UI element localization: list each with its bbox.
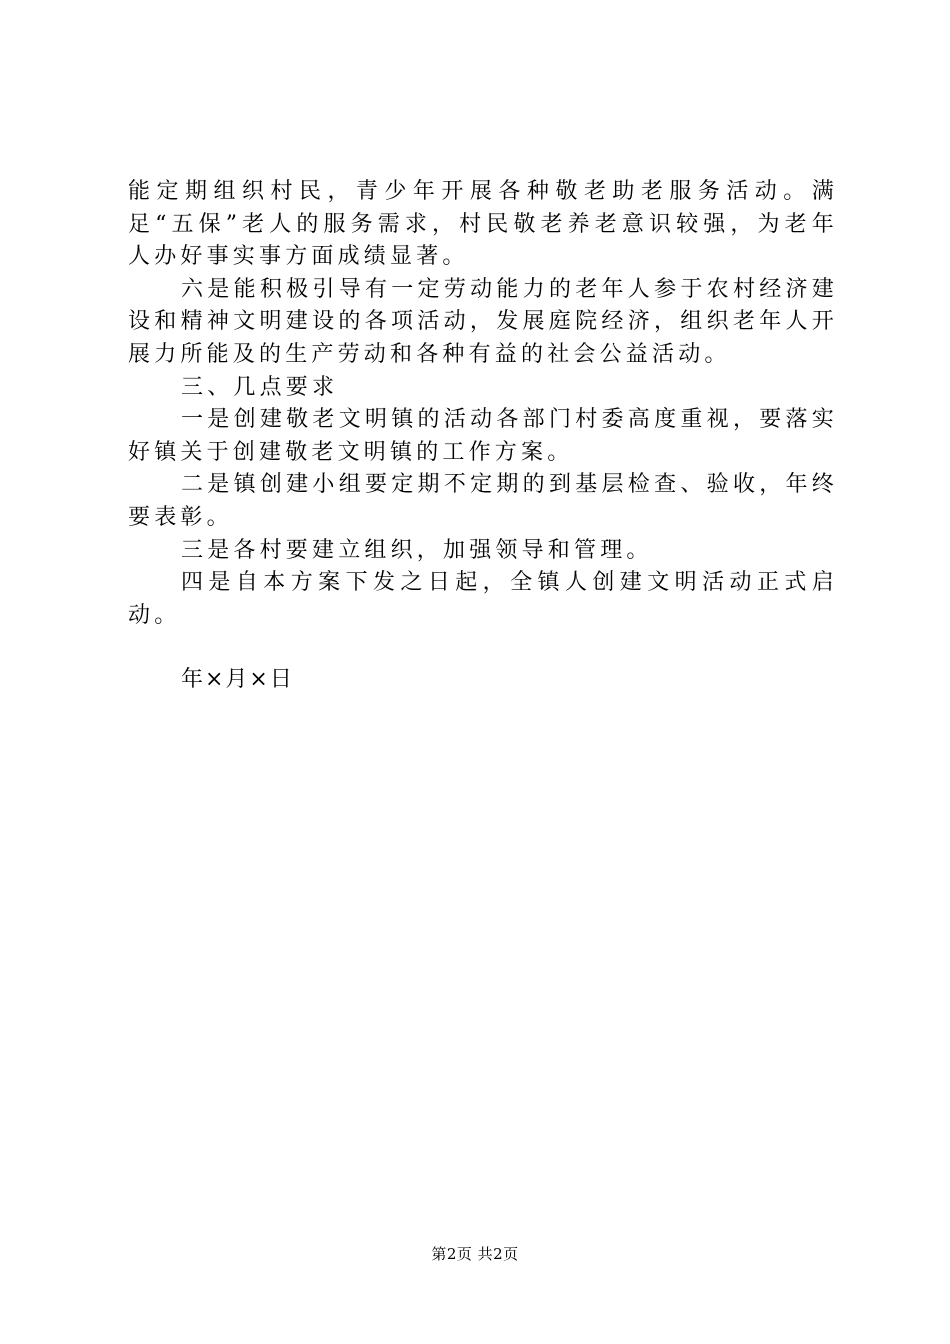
paragraph-continuation: 能定期组织村民，青少年开展各种敬老助老服务活动。满足“五保”老人的服务需求，村民敬老养老意识较强，为老年人办好事实事方面成绩显著。	[128, 179, 838, 270]
date-line: 年×月×日	[181, 667, 294, 693]
page-footer: 第2页 共2页	[431, 1245, 519, 1263]
requirement-two: 二是镇创建小组要定期不定期的到基层检查、验收，年终要表彰。	[128, 472, 838, 530]
document-body	[128, 176, 838, 697]
requirement-one: 一是创建敬老文明镇的活动各部门村委高度重视，要落实好镇关于创建敬老文明镇的工作方案。	[128, 407, 838, 465]
section-heading-requirements: 三、几点要求	[181, 374, 339, 400]
requirement-three: 三是各村要建立组织，加强领导和管理。	[181, 537, 653, 563]
requirement-four: 四是自本方案下发之日起，全镇人创建文明活动正式启动。	[128, 570, 838, 628]
paragraph-item-six: 六是能积极引导有一定劳动能力的老年人参于农村经济建设和精神文明建设的各项活动，发展庭院经济，组织老年人开展力所能及的生产劳动和各种有益的社会公益活动。	[128, 276, 838, 367]
